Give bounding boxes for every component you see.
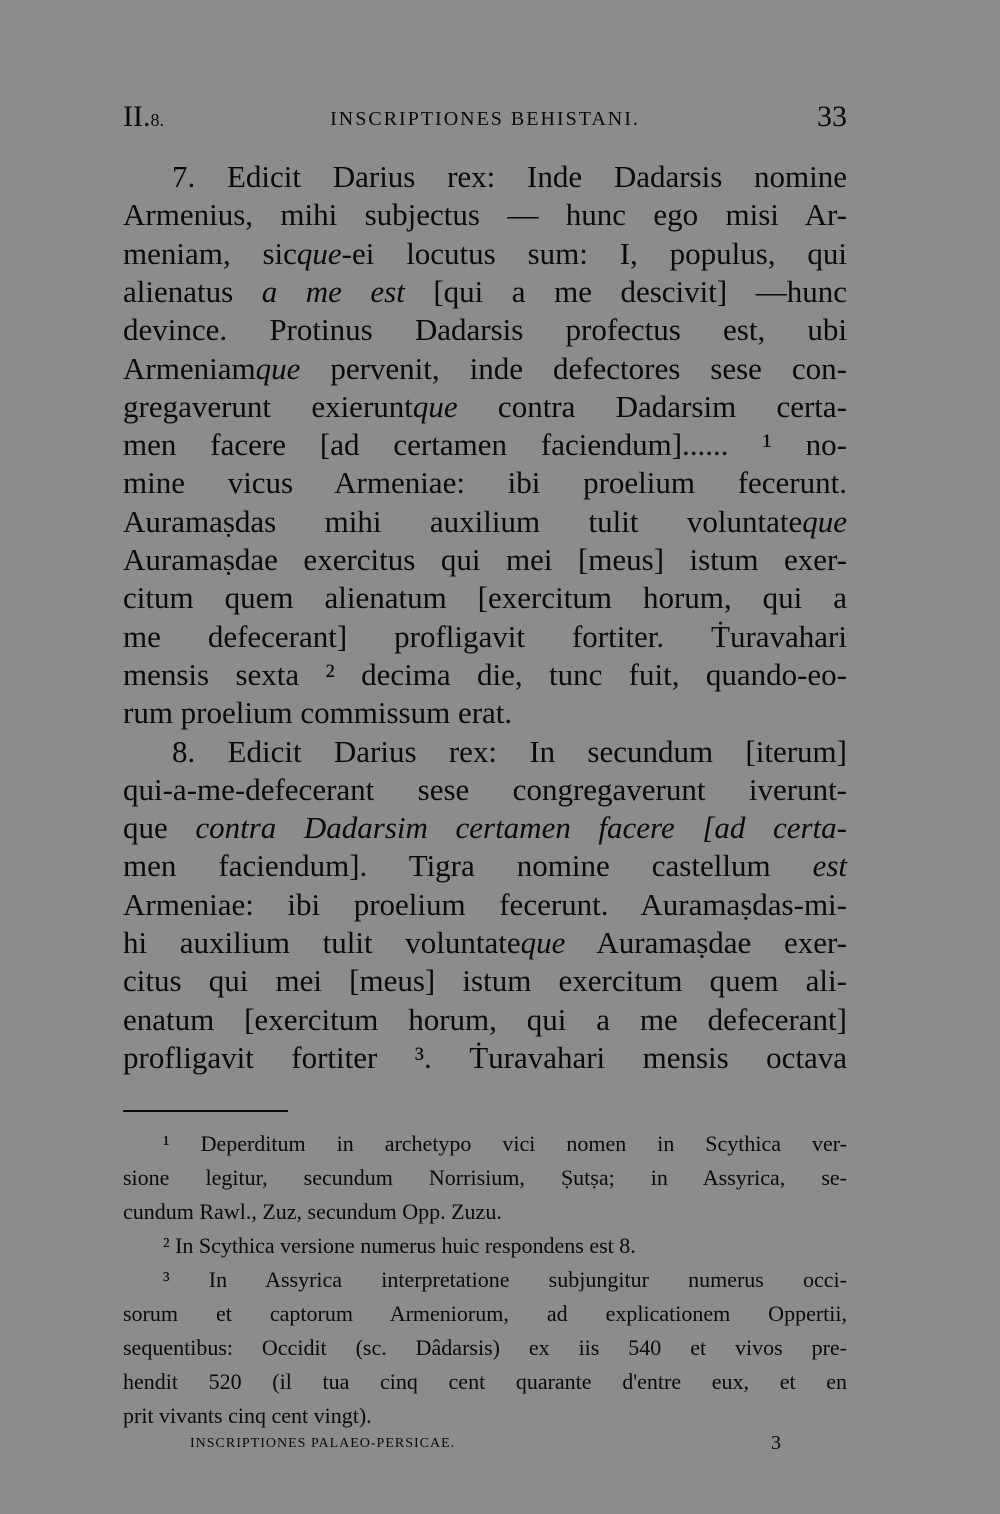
text-segment: rum proelium commissum erat.: [123, 695, 513, 731]
italic-segment: que: [520, 925, 566, 960]
text-segment: meniam, sic: [123, 235, 297, 271]
text-line: [123, 503, 847, 541]
text-line: [123, 886, 847, 924]
text-line: [123, 809, 847, 847]
text-segment: Auramaṣdae exer-: [565, 925, 847, 960]
text-segment: Auramaṣdae exercitus qui mei [meus] istum exer-: [123, 542, 847, 577]
text-segment: citus qui mei [meus] istum exercitum quem ali-: [123, 963, 847, 999]
text-line: [123, 771, 847, 809]
italic-segment: que: [255, 350, 301, 386]
text-line: [123, 350, 847, 388]
text-segment: contra Dadarsim certa-: [457, 388, 847, 424]
section-sub-number: 8.: [150, 110, 164, 130]
text-segment: men faciendum]. Tigra nomine castellum: [123, 848, 813, 884]
text-line: [123, 1001, 847, 1039]
italic-segment: est: [812, 848, 847, 884]
page-number: 33: [817, 100, 847, 133]
text-segment: 7. Edicit Darius rex: Inde Dadarsis nomine: [172, 159, 847, 194]
text-segment: 8. Edicit Darius rex: In secundum [iterum]: [172, 733, 847, 769]
section-reference: II.8.: [123, 100, 164, 133]
footnote-line: ³ In Assyrica interpretatione subjungitur numerus occi-: [163, 1267, 847, 1292]
text-segment: citum quem alienatum [exercitum horum, qui a: [123, 580, 847, 616]
text-line: [123, 1039, 847, 1077]
text-line: [172, 733, 847, 771]
signature-number: 3: [771, 1432, 781, 1454]
running-title: INSCRIPTIONES BEHISTANI.: [330, 108, 640, 130]
footnote-line: sorum et captorum Armeniorum, ad explicationem Oppertii,: [123, 1301, 847, 1326]
text-line: [123, 618, 847, 656]
text-line: [123, 924, 847, 962]
footnote-line: sequentibus: Occidit (sc. Dâdarsis) ex iis 540 et vivos pre-: [123, 1335, 847, 1360]
text-segment: [qui a me descivit] —hunc: [404, 273, 847, 309]
text-line: [123, 196, 847, 234]
text-line: [123, 388, 847, 426]
footnote-line: prit vivants cinq cent vingt).: [123, 1403, 372, 1428]
text-line: [123, 656, 847, 694]
text-segment: mensis sexta ² decima die, tunc fuit, quando-eo-: [123, 656, 847, 692]
text-line: [123, 541, 847, 579]
text-line: [123, 464, 847, 502]
page-header: [123, 100, 847, 144]
text-segment: me defecerant] profligavit fortiter. Ṫuravahari: [123, 618, 847, 654]
text-line: [123, 694, 847, 732]
text-line: [123, 847, 847, 885]
text-line: [123, 273, 847, 311]
footnote-line: hendit 520 (il tua cinq cent quarante d'entre eux, et en: [123, 1369, 847, 1394]
signature-mark: INSCRIPTIONES PALAEO-PERSICAE.: [190, 1436, 456, 1451]
italic-segment: a me est: [261, 273, 405, 309]
text-segment: Armenius, mihi subjectus — hunc ego misi Ar-: [123, 197, 847, 233]
text-segment: enatum [exercitum horum, qui a me defecerant]: [123, 1001, 847, 1037]
footnote-line: cundum Rawl., Zuz, secundum Opp. Zuzu.: [123, 1199, 502, 1224]
text-line: [123, 579, 847, 617]
text-segment: pervenit, inde defectores sese con-: [300, 350, 847, 386]
text-line: [123, 962, 847, 1000]
text-segment: mine vicus Armeniae: ibi proelium fecerunt.: [123, 465, 847, 501]
text-segment: alienatus: [123, 273, 262, 309]
italic-segment: que: [296, 235, 342, 271]
text-line: [123, 426, 847, 464]
text-line: [123, 235, 847, 273]
text-segment: devince. Protinus Dadarsis profectus est, ubi: [123, 312, 847, 348]
footnote-line: ² In Scythica versione numerus huic respondens est 8.: [163, 1233, 636, 1258]
text-segment: Armeniam: [123, 350, 256, 386]
text-segment: Armeniae: ibi proelium fecerunt. Auramaṣdas-mi-: [123, 886, 847, 922]
footnote-rule: [123, 1110, 288, 1112]
text-segment: men facere [ad certamen faciendum]...... ¹ no-: [123, 427, 847, 463]
text-segment: qui-a-me-defecerant sese congregaverunt iverunt-: [123, 771, 847, 807]
text-line: [123, 311, 847, 349]
text-line: [172, 158, 847, 196]
text-segment: -ei locutus sum: I, populus, qui: [341, 235, 847, 271]
footnote-line: ¹ Deperditum in archetypo vici nomen in Scythica ver-: [163, 1131, 847, 1156]
text-segment: que: [123, 810, 168, 846]
text-segment: profligavit fortiter ³. Ṫuravahari mensis octava: [123, 1039, 847, 1075]
italic-segment: contra Dadarsim certamen facere [ad certa-: [167, 810, 847, 846]
italic-segment: que: [802, 503, 847, 539]
text-segment: hi auxilium tulit voluntate: [123, 925, 521, 960]
footnote-line: sione legitur, secundum Norrisium, Ṣutṣa; in Assyrica, se-: [123, 1165, 847, 1190]
italic-segment: que: [412, 388, 458, 424]
text-segment: Auramaṣdas mihi auxilium tulit voluntate: [123, 503, 803, 539]
text-segment: gregaverunt exierunt: [123, 388, 413, 424]
